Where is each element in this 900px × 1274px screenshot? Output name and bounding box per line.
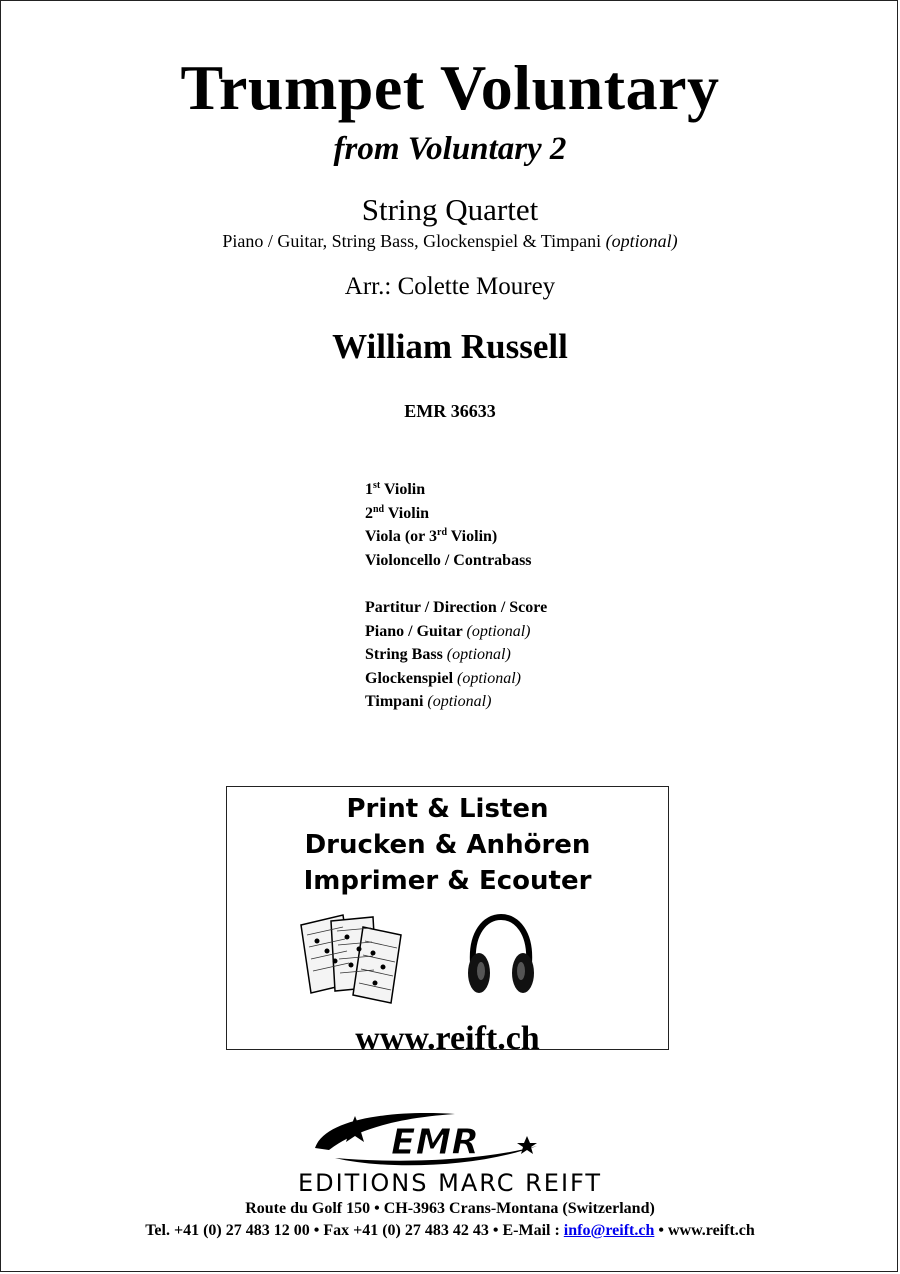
- instrumentation: [0, 229, 900, 253]
- part-row: [365, 690, 547, 714]
- headphones-icon: [465, 913, 537, 1001]
- part-optional-note: (optional): [466, 622, 531, 640]
- part-optional-note: (optional): [427, 693, 492, 710]
- part-name: Viola (or 3: [365, 528, 437, 545]
- instrumentation-main: Piano / Guitar, String Bass, Glockenspiel & Timpani: [222, 231, 602, 251]
- part-viola: [365, 525, 547, 549]
- part-ordinal: 1: [365, 481, 373, 498]
- part-name-end: Violin): [450, 528, 498, 545]
- part-row: [365, 643, 547, 667]
- promo-line-english: Print & Listen: [346, 794, 549, 824]
- part-name: Partitur / Direction / Score: [365, 599, 548, 616]
- page-title: Trumpet Voluntary: [180, 52, 720, 123]
- subtitle: from Voluntary 2: [333, 131, 567, 167]
- promo-line-french: Imprimer & Ecouter: [303, 866, 592, 896]
- part-cello: Violoncello / Contrabass: [365, 551, 532, 569]
- part-violin-1: [365, 478, 547, 502]
- parts-group-2: [365, 596, 547, 714]
- part-row: [365, 667, 547, 691]
- part-name: Timpani: [365, 693, 424, 710]
- instrumentation-optional: (optional): [605, 231, 678, 251]
- part-name: Piano / Guitar: [365, 622, 463, 640]
- promo-icons: [227, 899, 668, 1019]
- part-name: String Bass: [365, 646, 443, 663]
- part-name: Violin: [387, 504, 430, 522]
- part-name: Glockenspiel: [365, 669, 454, 687]
- promo-url: www.reift.ch: [355, 1020, 540, 1057]
- part-ordinal-suffix: st: [373, 480, 381, 491]
- promo-line-german: Drucken & Anhören: [304, 830, 591, 860]
- arranger: Arr.: Colette Mourey: [344, 273, 556, 300]
- catalog-number: EMR 36633: [404, 401, 496, 421]
- publisher-address: Route du Golf 150 • CH-3963 Crans-Montana (Switzerland): [245, 1200, 655, 1217]
- part-row: [365, 620, 547, 644]
- publisher-contact: [0, 1220, 900, 1242]
- part-row: [365, 596, 547, 620]
- print-listen-box: [226, 786, 669, 1057]
- composer: William Russell: [332, 327, 568, 366]
- part-violin-2: [365, 502, 547, 526]
- part-ordinal-suffix: nd: [373, 503, 385, 515]
- logo-text: EMR: [390, 1122, 480, 1163]
- sheet-music-icon: [297, 911, 417, 1006]
- part-optional-note: (optional): [457, 669, 522, 687]
- contact-website: • www.reift.ch: [654, 1222, 755, 1239]
- part-optional-note: (optional): [446, 646, 511, 663]
- part-ordinal-suffix: rd: [437, 527, 447, 538]
- publisher-brand: EDITIONS MARC REIFT: [297, 1169, 603, 1197]
- part-name: Violin: [383, 481, 426, 498]
- email-link[interactable]: info@reift.ch: [563, 1222, 655, 1239]
- emr-logo: [305, 1108, 545, 1170]
- ensemble: String Quartet: [361, 192, 539, 227]
- part-ordinal: 2: [365, 504, 373, 522]
- parts-list: [365, 478, 547, 714]
- contact-phone-fax: Tel. +41 (0) 27 483 12 00 • Fax +41 (0) 27 483 42 43 • E-Mail :: [145, 1222, 564, 1239]
